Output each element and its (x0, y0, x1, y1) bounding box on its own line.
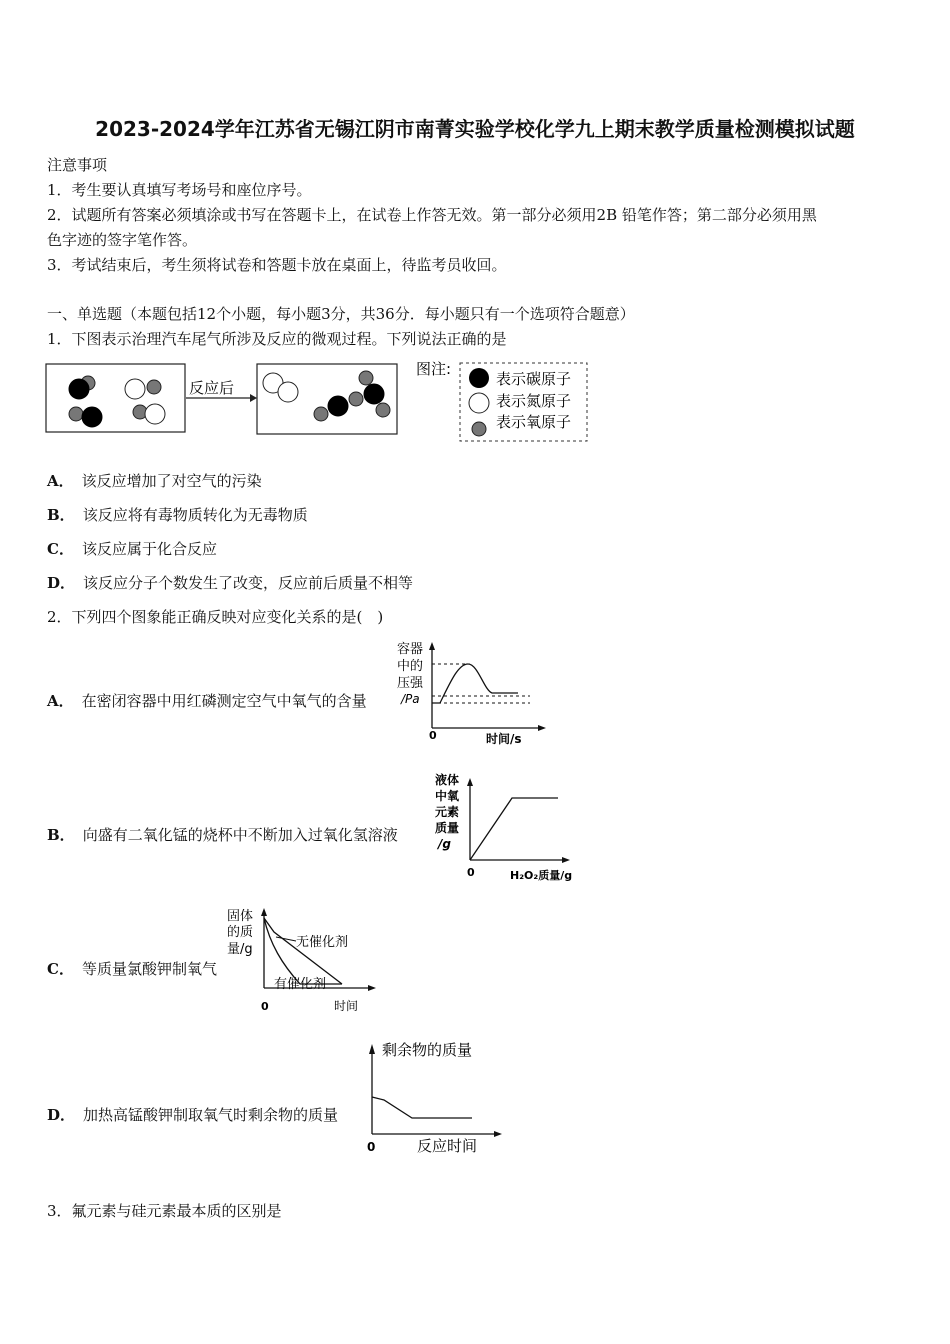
origin-label: 0 (467, 866, 475, 879)
question-1-stem: 1．下图表示治理汽车尾气所涉及反应的微观过程。下列说法正确的是 (47, 330, 507, 348)
graph-a (392, 638, 552, 750)
graph-b (432, 768, 582, 886)
q2-option-c[interactable] (47, 958, 217, 979)
option-label: B． (47, 506, 75, 524)
nitrogen-atom-legend (469, 393, 489, 413)
ylabel-line: 量/g (227, 942, 253, 957)
ylabel-line: 容器 (397, 642, 424, 657)
pressure-curve (432, 664, 518, 703)
oxygen-mass-line (470, 798, 558, 860)
ylabel-line: 固体 (227, 909, 254, 924)
option-label: B． (47, 826, 75, 844)
no-catalyst-curve (264, 918, 342, 984)
q2-option-d[interactable] (47, 1104, 338, 1125)
notice-heading: 注意事项 (47, 156, 108, 174)
ylabel-line: 的质 (227, 925, 254, 940)
question-3-stem: 3．氟元素与硅元素最本质的区别是 (47, 1202, 282, 1220)
product-molecules (263, 371, 390, 421)
notice-item: 2．试题所有答案必须填涂或书写在答题卡上，在试卷上作答无效。第一部分必须用2B 铅笔作答；第二部分必须用黑 (47, 206, 817, 224)
q2-option-b[interactable] (47, 824, 398, 845)
xlabel: 时间 (334, 999, 359, 1013)
xlabel: 时间/s (486, 732, 522, 746)
before-box (46, 364, 185, 432)
origin-label: 0 (261, 1000, 269, 1013)
catalyst-curve (264, 918, 342, 984)
xlabel: 反应时间 (417, 1137, 478, 1155)
option-label: C． (47, 540, 74, 558)
reactant-molecules (69, 376, 165, 427)
option-text: 加热高锰酸钾制取氧气时剩余物的质量 (83, 1106, 339, 1124)
option-text: 向盛有二氧化锰的烧杯中不断加入过氧化氢溶液 (82, 826, 398, 844)
notice-item: 3．考试结束后，考生须将试卷和答题卡放在桌面上，待监考员收回。 (47, 256, 507, 274)
question-2-stem: 2．下列四个图象能正确反映对应变化关系的是( ) (47, 608, 384, 626)
ylabel-line: 中氧 (435, 789, 460, 803)
ylabel-line: 元素 (435, 805, 460, 819)
xlabel: H₂O₂质量/g (510, 869, 573, 882)
arrow-label: 反应后 (189, 379, 235, 397)
option-text: 等质量氯酸钾制氧气 (81, 960, 217, 978)
option-text: 该反应将有毒物质转化为无毒物质 (82, 506, 308, 524)
legend-title: 图注: (416, 360, 452, 378)
ylabel-line: 中的 (397, 659, 424, 674)
option-text: 该反应分子个数发生了改变，反应前后质量不相等 (83, 574, 414, 592)
graph-d (360, 1034, 510, 1158)
option-label: A． (47, 692, 74, 710)
q1-option-c[interactable] (47, 538, 217, 559)
option-text: 该反应属于化合反应 (81, 540, 217, 558)
remaining-mass-line (372, 1097, 472, 1118)
graph-c (224, 904, 384, 1016)
option-label: C． (47, 960, 74, 978)
q1-option-b[interactable] (47, 504, 308, 525)
notice-item: 色字迹的签字笔作答。 (47, 231, 198, 249)
ylabel-line: 压强 (397, 676, 424, 691)
reaction-diagram (44, 356, 594, 448)
option-label: D． (47, 1106, 76, 1124)
q1-option-a[interactable] (47, 470, 262, 491)
legend-oxygen: 表示氧原子 (496, 413, 572, 431)
ylabel: 剩余物的质量 (382, 1041, 473, 1059)
legend-nitrogen: 表示氮原子 (496, 392, 572, 410)
option-label: D． (47, 574, 76, 592)
curve-label-no-catalyst: 无催化剂 (296, 935, 349, 950)
option-text: 在密闭容器中用红磷测定空气中氧气的含量 (81, 692, 367, 710)
carbon-atom-legend (469, 368, 489, 388)
legend-carbon: 表示碳原子 (496, 370, 572, 388)
origin-label: 0 (367, 1140, 376, 1154)
notice-item: 1．考生要认真填写考场号和座位序号。 (47, 181, 312, 199)
q1-option-d[interactable] (47, 572, 413, 593)
option-text: 该反应增加了对空气的污染 (81, 472, 262, 490)
ylabel-line: 液体 (435, 773, 460, 787)
origin-label: 0 (429, 729, 437, 742)
ylabel-line: 质量 (435, 821, 460, 835)
oxygen-atom-legend (472, 422, 486, 436)
ylabel-line: /g (438, 837, 451, 851)
ylabel-line: /Pa (401, 692, 420, 706)
option-label: A． (47, 472, 74, 490)
section-heading: 一、单选题（本题包括12个小题，每小题3分，共36分．每小题只有一个选项符合题意） (47, 305, 635, 323)
curve-label-catalyst: 有催化剂 (274, 977, 327, 992)
q2-option-a[interactable] (47, 690, 367, 711)
page-title: 2023-2024学年江苏省无锡江阴市南菁实验学校化学九上期末教学质量检测模拟试题 (95, 117, 855, 141)
